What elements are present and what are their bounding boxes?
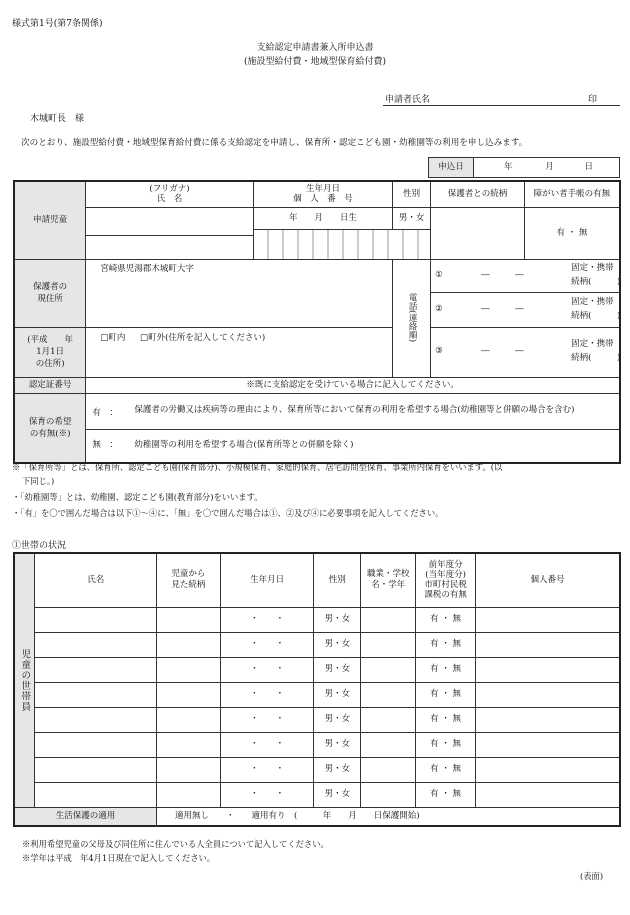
heisei-address-label: (平成 年 1月1日 の住所) — [14, 327, 86, 377]
member-tax-field[interactable]: 有 ・ 無 — [416, 782, 476, 807]
member-sex-field[interactable]: 男・女 — [314, 782, 361, 807]
member-relation-field[interactable] — [156, 632, 220, 657]
form-number: 様式第1号(第7条関係) — [12, 19, 103, 29]
header-relation: 児童から 見た続柄 — [156, 553, 220, 607]
member-personal-number-field[interactable] — [476, 732, 621, 757]
disability-field[interactable]: 有 ・ 無 — [524, 207, 620, 259]
seal-mark: 印 — [588, 95, 598, 105]
member-occupation-field[interactable] — [361, 607, 416, 632]
member-name-field[interactable] — [35, 732, 157, 757]
member-birth-field[interactable]: ・ ・ — [220, 732, 314, 757]
member-sex-field[interactable]: 男・女 — [314, 607, 361, 632]
member-name-field[interactable] — [35, 607, 157, 632]
member-personal-number-field[interactable] — [476, 682, 621, 707]
member-relation-field[interactable] — [156, 657, 220, 682]
member-relation-field[interactable] — [156, 782, 220, 807]
member-occupation-field[interactable] — [361, 782, 416, 807]
member-relation-field[interactable] — [156, 607, 220, 632]
cert-number-field[interactable]: ※既に支給認定を受けている場合に記入してください。 — [86, 377, 620, 393]
child-section-label: 申請児童 — [14, 181, 86, 259]
application-date-label: 申込日 — [429, 158, 474, 178]
member-tax-field[interactable]: 有 ・ 無 — [416, 632, 476, 657]
application-date-field[interactable]: 年 月 日 — [474, 158, 620, 178]
wish-yes-row[interactable]: 有 ： 保護者の労働又は疾病等の理由により、保育所等において保育の利用を希望する場合(幼稚園等と併願の場合を含む) — [86, 393, 620, 429]
welfare-label: 生活保護の適用 — [14, 807, 156, 826]
applicant-name-label: 申請者氏名 — [385, 95, 431, 105]
member-relation-field[interactable] — [156, 757, 220, 782]
relation-field[interactable] — [431, 207, 525, 259]
table-row — [14, 757, 620, 782]
member-birth-field[interactable]: ・ ・ — [220, 782, 314, 807]
phone-rows — [431, 259, 620, 327]
child-sex-field[interactable]: 男・女 — [393, 207, 431, 229]
household-title: ①世帯の状況 — [12, 541, 67, 551]
member-sex-field[interactable]: 男・女 — [314, 732, 361, 757]
member-sex-field[interactable]: 男・女 — [314, 657, 361, 682]
member-occupation-field[interactable] — [361, 632, 416, 657]
member-birth-field[interactable]: ・ ・ — [220, 707, 314, 732]
child-furigana-header: (フリガナ) 氏 名 — [86, 181, 253, 207]
addressee: 木城町長 様 — [30, 114, 85, 124]
footnote-1: ※利用希望児童の父母及び同住所に住んでいる人全員について記入してください。 — [22, 839, 329, 849]
header-sex: 性別 — [314, 553, 361, 607]
table-row — [14, 707, 620, 732]
member-tax-field[interactable]: 有 ・ 無 — [416, 657, 476, 682]
note-2: 下同じ。) — [22, 476, 55, 486]
applicant-name-line[interactable] — [383, 105, 620, 106]
member-name-field[interactable] — [35, 782, 157, 807]
header-birth: 生年月日 — [220, 553, 314, 607]
table-row — [14, 682, 620, 707]
note-3: ・「幼稚園等」とは、幼稚園、認定こども園(教育部分)をいいます。 — [12, 492, 263, 502]
member-personal-number-field[interactable] — [476, 657, 621, 682]
member-occupation-field[interactable] — [361, 657, 416, 682]
personal-number-field[interactable] — [253, 229, 430, 259]
member-personal-number-field[interactable] — [476, 782, 621, 807]
member-birth-field[interactable]: ・ ・ — [220, 632, 314, 657]
child-birth-header: 生年月日 個 人 番 号 — [253, 181, 393, 207]
child-name-field[interactable] — [86, 207, 253, 235]
member-occupation-field[interactable] — [361, 682, 416, 707]
header-personal-number: 個人番号 — [476, 553, 621, 607]
phone-row-1[interactable]: ① ― ― 固定・携帯 続柄( ) — [431, 260, 619, 293]
member-occupation-field[interactable] — [361, 732, 416, 757]
table-row — [14, 782, 620, 807]
form-title: 支給認定申請書兼入所申込書 — [256, 43, 374, 53]
header-name: 氏名 — [35, 553, 157, 607]
child-birth-field[interactable]: 年 月 日生 — [253, 207, 393, 229]
footnote-2: ※学年は平成 年4月1日現在で記入してください。 — [22, 853, 216, 863]
member-birth-field[interactable]: ・ ・ — [220, 607, 314, 632]
member-name-field[interactable] — [35, 632, 157, 657]
member-name-field[interactable] — [35, 682, 157, 707]
wish-label: 保育の希望 の有無(※) — [14, 393, 86, 463]
application-date-table — [428, 157, 620, 178]
table-row — [14, 657, 620, 682]
member-occupation-field[interactable] — [361, 707, 416, 732]
header-tax: 前年度分 (当年度分) 市町村民税 課税の有無 — [416, 553, 476, 607]
cert-number-label: 認定証番号 — [14, 377, 86, 393]
guardian-address-label: 保護者の 現住所 — [14, 259, 86, 327]
guardian-address-field[interactable]: 宮崎県児湯郡木城町大字 — [86, 259, 393, 327]
heisei-address-field[interactable] — [86, 327, 393, 377]
member-relation-field[interactable] — [156, 682, 220, 707]
member-birth-field[interactable]: ・ ・ — [220, 757, 314, 782]
relation-header: 保護者との続柄 — [431, 181, 525, 207]
member-personal-number-field[interactable] — [476, 607, 621, 632]
member-tax-field[interactable]: 有 ・ 無 — [416, 757, 476, 782]
form-subtitle: (施設型給付費・地域型保育給付費) — [243, 57, 387, 67]
member-personal-number-field[interactable] — [476, 632, 621, 657]
member-birth-field[interactable]: ・ ・ — [220, 657, 314, 682]
member-sex-field[interactable]: 男・女 — [314, 632, 361, 657]
member-name-field[interactable] — [35, 707, 157, 732]
town-outside-checkbox[interactable]: □町外(住所を記入してください) — [140, 332, 266, 343]
child-sex-header: 性別 — [393, 181, 431, 207]
table-row — [14, 732, 620, 757]
header-occupation: 職業・学校 名・学年 — [361, 553, 416, 607]
member-birth-field[interactable]: ・ ・ — [220, 682, 314, 707]
household-table — [13, 552, 621, 827]
child-name-field-2[interactable] — [86, 235, 253, 259]
disability-header: 障がい者手帳の有無 — [524, 181, 620, 207]
member-tax-field[interactable]: 有 ・ 無 — [416, 707, 476, 732]
table-row — [14, 607, 620, 632]
member-name-field[interactable] — [35, 657, 157, 682]
member-name-field[interactable] — [35, 757, 157, 782]
member-sex-field[interactable]: 男・女 — [314, 707, 361, 732]
note-1: ※「保育所等」とは、保育所、認定こども園(保育部分)、小規模保育、家庭的保育、居宅訪問型保育、事業所内保育をいいます。(以 — [12, 462, 503, 472]
page-side-label: (表面) — [580, 871, 604, 881]
member-relation-field[interactable] — [156, 707, 220, 732]
member-tax-field[interactable]: 有 ・ 無 — [416, 732, 476, 757]
wish-no-row[interactable]: 無 ： 幼稚園等の利用を希望する場合(保育所等との併願を除く) — [86, 429, 620, 463]
child-info-table — [13, 180, 621, 464]
welfare-field[interactable]: 適用無し ・ 適用有り ( 年 月 日保護開始) — [156, 807, 620, 826]
household-side-label: 児童の世帯員 — [14, 553, 35, 807]
note-4: ・「有」を〇で囲んだ場合は以下①～④に、「無」を〇で囲んだ場合は①、②及び④に必要事項を記入してください。 — [12, 508, 444, 518]
table-row — [14, 632, 620, 657]
member-personal-number-field[interactable] — [476, 707, 621, 732]
phone-row-3[interactable]: ③ ― ― 固定・携帯 続柄( ) — [435, 339, 621, 363]
member-relation-field[interactable] — [156, 732, 220, 757]
member-tax-field[interactable]: 有 ・ 無 — [416, 607, 476, 632]
member-sex-field[interactable]: 男・女 — [314, 682, 361, 707]
member-tax-field[interactable]: 有 ・ 無 — [416, 682, 476, 707]
intro-text: 次のとおり、施設型給付費・地域型保育給付費に係る支給認定を申請し、保育所・認定こども園・幼稚園等の利用を申し込みます。 — [21, 138, 528, 148]
member-sex-field[interactable]: 男・女 — [314, 757, 361, 782]
phone-label: 電話(連絡順) — [393, 259, 431, 377]
phone-row-2[interactable]: ② ― ― 固定・携帯 続柄( ) — [435, 296, 621, 321]
member-personal-number-field[interactable] — [476, 757, 621, 782]
member-occupation-field[interactable] — [361, 757, 416, 782]
town-inside-checkbox[interactable]: □町内 — [100, 332, 126, 343]
